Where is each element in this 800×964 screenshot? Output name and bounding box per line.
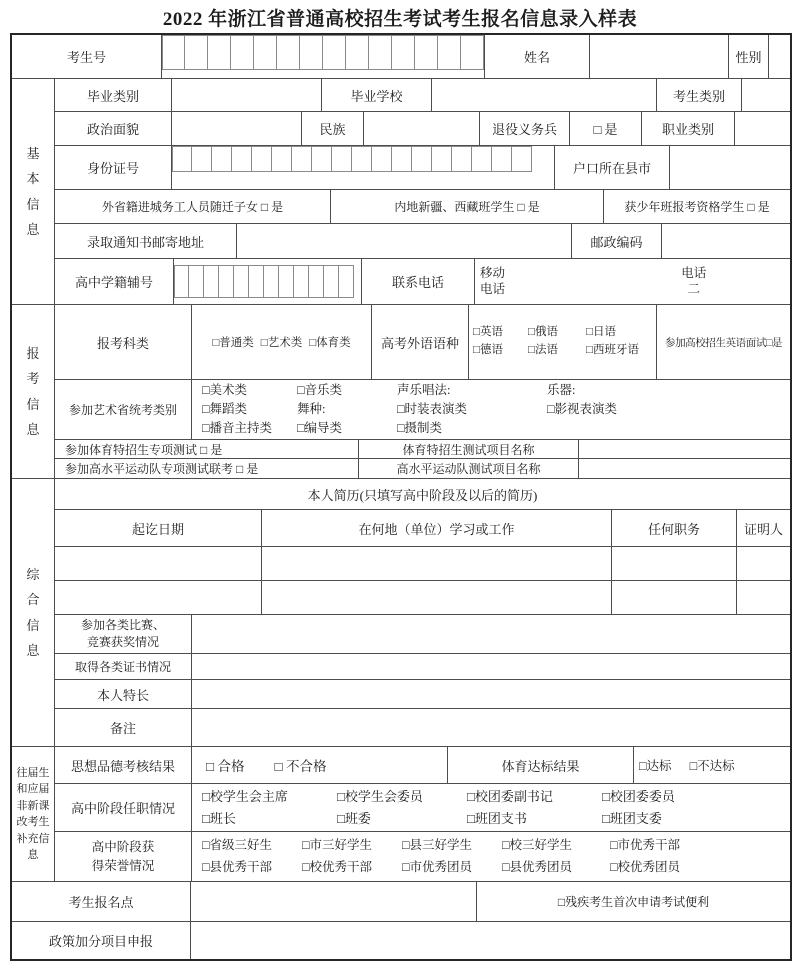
awards-label: 参加各类比赛、竞赛获奖情况	[55, 615, 192, 653]
id-number-boxes-cell	[172, 146, 555, 189]
art-options-cell	[192, 380, 790, 439]
digit-box[interactable]	[415, 35, 438, 70]
digit-box[interactable]	[492, 146, 512, 172]
language-options-cell	[469, 305, 657, 379]
resume-header: 本人简历(只填写高中阶段及以后的简历)	[307, 487, 538, 503]
checkbox-option[interactable]: □法语	[528, 344, 558, 357]
resume-witness-value[interactable]	[737, 581, 790, 614]
political-row	[55, 112, 790, 146]
digit-box[interactable]	[412, 146, 432, 172]
digit-box[interactable]	[346, 35, 369, 70]
gender-value-cell[interactable]	[769, 35, 790, 78]
high-level-test-checkbox[interactable]: 参加高水平运动队专项测试联考 □ 是	[55, 459, 359, 478]
certificates-value[interactable]	[192, 654, 790, 679]
checkbox-option[interactable]: □县优秀团员	[502, 859, 573, 874]
certificates-row	[55, 654, 790, 680]
checkbox-option[interactable]: □艺术类	[260, 337, 303, 350]
digit-box[interactable]	[309, 265, 324, 298]
high-level-test-name-value[interactable]	[579, 459, 790, 478]
comprehensive-info-side-label	[12, 479, 55, 746]
digit-box[interactable]	[323, 35, 346, 70]
resume-header-row	[55, 479, 790, 510]
registration-point-row	[12, 882, 790, 922]
checkbox-option[interactable]: □时装表演类	[397, 401, 468, 416]
digit-box[interactable]	[432, 146, 452, 172]
special-status-row	[55, 190, 790, 224]
digit-box[interactable]	[234, 265, 249, 298]
supplement-label-text: 往届生和应届非新课改考生补充信息	[16, 766, 50, 862]
checkbox-option[interactable]: □西班牙语	[586, 344, 639, 357]
checkbox-option[interactable]: □市优秀干部	[610, 837, 681, 852]
candidate-number-row	[12, 35, 790, 79]
contact-phone-label: 联系电话	[362, 259, 475, 304]
remarks-row	[55, 709, 790, 746]
remarks-label: 备注	[55, 709, 192, 746]
checkbox-option[interactable]: □摄制类	[397, 421, 443, 436]
checkbox-option[interactable]: □俄语	[528, 326, 558, 339]
checkbox-option[interactable]: □不达标	[689, 759, 735, 774]
digit-box[interactable]	[339, 265, 354, 298]
checkbox-option[interactable]: □编导类	[297, 421, 343, 436]
resume-position-value[interactable]	[612, 547, 737, 580]
honor-label: 高中阶段获得荣誉情况	[55, 832, 192, 881]
art-exam-row	[55, 380, 790, 440]
id-number-row	[55, 146, 790, 190]
specialty-row	[55, 680, 790, 709]
policy-bonus-label: 政策加分项目申报	[12, 922, 191, 959]
checkbox-option[interactable]: □体育类	[309, 337, 351, 350]
candidate-no-label: 考生号	[12, 35, 162, 78]
phone-two-label: 电话二	[681, 265, 707, 296]
political-status-label: 政治面貌	[55, 112, 172, 145]
digit-box[interactable]	[352, 146, 372, 172]
digit-box[interactable]	[212, 146, 232, 172]
certificates-label: 取得各类证书情况	[55, 654, 192, 679]
pe-options	[634, 756, 790, 774]
digit-box[interactable]	[512, 146, 532, 172]
comprehensive-info-label-text: 综合信息	[26, 566, 40, 658]
veteran-yes-checkbox[interactable]: □ 是	[570, 112, 642, 145]
veteran-label: 退役义务兵	[480, 112, 570, 145]
art-options-row	[192, 419, 790, 438]
option-label: 舞种:	[297, 401, 326, 416]
mobile-phone-label: 移动电话	[480, 265, 506, 296]
position-options-row	[192, 786, 790, 808]
occupation-type-value[interactable]	[735, 112, 790, 145]
checkbox-option[interactable]: □班团支书	[467, 810, 527, 826]
remarks-value[interactable]	[192, 709, 790, 746]
resume-witness-value[interactable]	[737, 547, 790, 580]
digit-box[interactable]	[392, 35, 415, 70]
section-basic-info	[12, 79, 790, 305]
digit-box[interactable]	[272, 146, 292, 172]
candidate-type-value[interactable]	[742, 79, 790, 111]
policy-bonus-row	[12, 922, 790, 959]
residence-label: 户口所在县市	[555, 146, 670, 189]
category-row	[55, 305, 790, 380]
art-options-row	[192, 400, 790, 419]
pe-options-cell	[634, 747, 790, 783]
sports-test-name-label: 体育特招生测试项目名称	[359, 440, 579, 458]
xinjiang-tibet-checkbox[interactable]: 内地新疆、西藏班学生 □ 是	[331, 190, 604, 223]
specialty-value[interactable]	[192, 680, 790, 708]
policy-bonus-value[interactable]	[191, 922, 790, 959]
position-options-cell	[192, 784, 790, 831]
ethnic-value[interactable]	[364, 112, 480, 145]
resume-position-value[interactable]	[612, 581, 737, 614]
position-label: 高中阶段任职情况	[55, 784, 192, 831]
school-roll-label: 高中学籍辅号	[55, 259, 174, 304]
checkbox-option[interactable]: □ 合格	[206, 759, 245, 775]
checkbox-option[interactable]: □县优秀干部	[202, 859, 273, 874]
position-row	[55, 784, 790, 832]
checkbox-option[interactable]: □舞蹈类	[202, 401, 248, 416]
digit-box[interactable]	[174, 265, 189, 298]
checkbox-option[interactable]: □影视表演类	[547, 401, 618, 416]
graduation-type-value[interactable]	[172, 79, 322, 111]
supplement-side-label	[12, 747, 55, 881]
high-level-test-name-label: 高水平运动队测试项目名称	[359, 459, 579, 478]
specialty-label: 本人特长	[55, 680, 192, 708]
id-number-label: 身份证号	[55, 146, 172, 189]
honor-row	[55, 832, 790, 881]
ethnic-label: 民族	[302, 112, 364, 145]
apply-info-side-label	[12, 305, 55, 478]
checkbox-option[interactable]: □播音主持类	[202, 421, 273, 436]
checkbox-option[interactable]: □校团委委员	[602, 788, 675, 804]
honor-options-cell	[192, 832, 790, 881]
phone-values-cell[interactable]	[475, 259, 790, 304]
digit-box[interactable]	[312, 146, 332, 172]
digit-box[interactable]	[372, 146, 392, 172]
registration-form	[10, 33, 792, 961]
school-roll-row	[55, 259, 790, 304]
checkbox-option[interactable]: □省级三好生	[202, 837, 273, 852]
digit-box[interactable]	[332, 146, 352, 172]
awards-row	[55, 615, 790, 654]
english-interview-checkbox[interactable]: 参加高校招生英语面试□是	[664, 337, 783, 349]
section-apply-info	[12, 305, 790, 479]
checkbox-option[interactable]: □美术类	[202, 382, 248, 397]
digit-box[interactable]	[232, 146, 252, 172]
youth-class-checkbox[interactable]: 获少年班报考资格学生 □ 是	[624, 200, 770, 215]
section-comprehensive-info	[12, 479, 790, 747]
sports-test-row	[55, 440, 790, 459]
digit-box[interactable]	[204, 265, 219, 298]
checkbox-option[interactable]: □校团委副书记	[467, 788, 553, 804]
school-roll-box-grid	[174, 265, 354, 298]
category-options	[192, 334, 371, 350]
graduation-type-label: 毕业类别	[55, 79, 172, 111]
migrant-children-checkbox[interactable]: 外省籍进城务工人员随迁子女 □ 是	[55, 190, 331, 223]
gender-label: 性别	[729, 35, 769, 78]
occupation-type-label: 职业类别	[642, 112, 735, 145]
resume-col-witness: 证明人	[743, 521, 783, 537]
resume-entry-row	[55, 581, 790, 615]
digit-box[interactable]	[252, 146, 272, 172]
moral-options	[192, 755, 447, 775]
art-options-row	[192, 381, 790, 400]
resume-place-value[interactable]	[262, 547, 612, 580]
name-label: 姓名	[485, 35, 590, 78]
digit-box[interactable]	[231, 35, 254, 70]
pe-result-label: 体育达标结果	[448, 747, 634, 783]
digit-box[interactable]	[185, 35, 208, 70]
checkbox-option[interactable]: □班长	[202, 810, 236, 826]
category-label: 报考科类	[55, 305, 192, 379]
digit-box[interactable]	[452, 146, 472, 172]
apply-info-label-text: 报考信息	[26, 345, 40, 437]
high-level-test-row	[55, 459, 790, 478]
resume-col-place: 在何地（单位）学习或工作	[262, 510, 612, 546]
digit-box[interactable]	[189, 265, 204, 298]
digit-box[interactable]	[292, 146, 312, 172]
mail-address-value[interactable]	[237, 224, 572, 258]
resume-entry-row	[55, 547, 790, 581]
sports-test-checkbox[interactable]: 参加体育特招生专项测试 □ 是	[55, 440, 359, 458]
digit-box[interactable]	[300, 35, 323, 70]
postcode-label: 邮政编码	[572, 224, 662, 258]
language-options-row	[469, 324, 656, 342]
digit-box[interactable]	[172, 146, 192, 172]
language-label: 高考外语语种	[372, 305, 469, 379]
graduation-school-label: 毕业学校	[322, 79, 432, 111]
checkbox-option[interactable]: □达标	[639, 759, 672, 774]
checkbox-option[interactable]: □市优秀团员	[402, 859, 473, 874]
honor-options-row	[192, 857, 790, 879]
form-title: 2022 年浙江省普通高校招生考试考生报名信息录入样表	[162, 9, 638, 30]
basic-info-label-text: 基本信息	[26, 145, 40, 237]
digit-box[interactable]	[279, 265, 294, 298]
checkbox-option[interactable]: □校学生会主席	[202, 788, 288, 804]
checkbox-option[interactable]: □校优秀团员	[610, 859, 681, 874]
digit-box[interactable]	[277, 35, 300, 70]
checkbox-option[interactable]: □市三好学生	[302, 837, 373, 852]
residence-value[interactable]	[670, 146, 790, 189]
resume-columns-row	[55, 510, 790, 547]
candidate-no-boxes-cell	[162, 35, 485, 78]
checkbox-option[interactable]: □班团支委	[602, 810, 662, 826]
digit-box[interactable]	[294, 265, 309, 298]
checkbox-option[interactable]: □校三好学生	[502, 837, 573, 852]
checkbox-option[interactable]: □班委	[337, 810, 371, 826]
moral-label: 思想品德考核结果	[55, 747, 192, 783]
option-label: 声乐唱法:	[397, 382, 451, 397]
id-number-box-grid	[172, 146, 532, 172]
school-roll-boxes-cell	[174, 259, 362, 304]
checkbox-option[interactable]: □德语	[473, 344, 503, 357]
digit-box[interactable]	[369, 35, 392, 70]
graduation-row	[55, 79, 790, 112]
name-value-cell[interactable]	[590, 35, 729, 78]
category-options-cell	[192, 305, 372, 379]
resume-dates-value[interactable]	[55, 547, 262, 580]
honor-options-row	[192, 835, 790, 857]
resume-col-dates: 起讫日期	[55, 510, 262, 546]
digit-box[interactable]	[192, 146, 212, 172]
disability-checkbox[interactable]: □残疾考生首次申请考试便利	[557, 895, 710, 910]
section-supplement-info	[12, 747, 790, 882]
basic-info-side-label	[12, 79, 55, 304]
checkbox-option[interactable]: □县三好学生	[402, 837, 473, 852]
moral-options-cell	[192, 747, 448, 783]
resume-col-position: 任何职务	[612, 510, 737, 546]
checkbox-option[interactable]: □校优秀干部	[302, 859, 373, 874]
digit-box[interactable]	[461, 35, 484, 70]
digit-box[interactable]	[254, 35, 277, 70]
digit-box[interactable]	[208, 35, 231, 70]
language-options-row	[469, 342, 656, 360]
graduation-school-value[interactable]	[432, 79, 657, 111]
digit-box[interactable]	[472, 146, 492, 172]
art-exam-label: 参加艺术省统考类别	[55, 380, 192, 439]
resume-place-value[interactable]	[262, 581, 612, 614]
digit-box[interactable]	[324, 265, 339, 298]
moral-pe-row	[55, 747, 790, 784]
position-options-row	[192, 808, 790, 830]
candidate-no-box-grid	[162, 35, 484, 70]
postcode-value[interactable]	[662, 224, 790, 258]
digit-box[interactable]	[162, 35, 185, 70]
resume-dates-value[interactable]	[55, 581, 262, 614]
awards-value[interactable]	[192, 615, 790, 653]
checkbox-option[interactable]: □普通类	[212, 337, 254, 350]
digit-box[interactable]	[219, 265, 234, 298]
checkbox-option[interactable]: □音乐类	[297, 382, 343, 397]
checkbox-option[interactable]: □日语	[586, 326, 616, 339]
digit-box[interactable]	[249, 265, 264, 298]
registration-point-value[interactable]	[191, 882, 477, 921]
mail-address-label: 录取通知书邮寄地址	[55, 224, 237, 258]
digit-box[interactable]	[264, 265, 279, 298]
mail-address-row	[55, 224, 790, 259]
checkbox-option[interactable]: □英语	[473, 326, 503, 339]
option-label: 乐器:	[547, 382, 576, 397]
sports-test-name-value[interactable]	[579, 440, 790, 458]
registration-point-label: 考生报名点	[12, 882, 191, 921]
checkbox-option[interactable]: □校学生会委员	[337, 788, 423, 804]
checkbox-option[interactable]: □ 不合格	[274, 759, 327, 775]
digit-box[interactable]	[438, 35, 461, 70]
candidate-type-label: 考生类别	[657, 79, 742, 111]
digit-box[interactable]	[392, 146, 412, 172]
political-status-value[interactable]	[172, 112, 302, 145]
